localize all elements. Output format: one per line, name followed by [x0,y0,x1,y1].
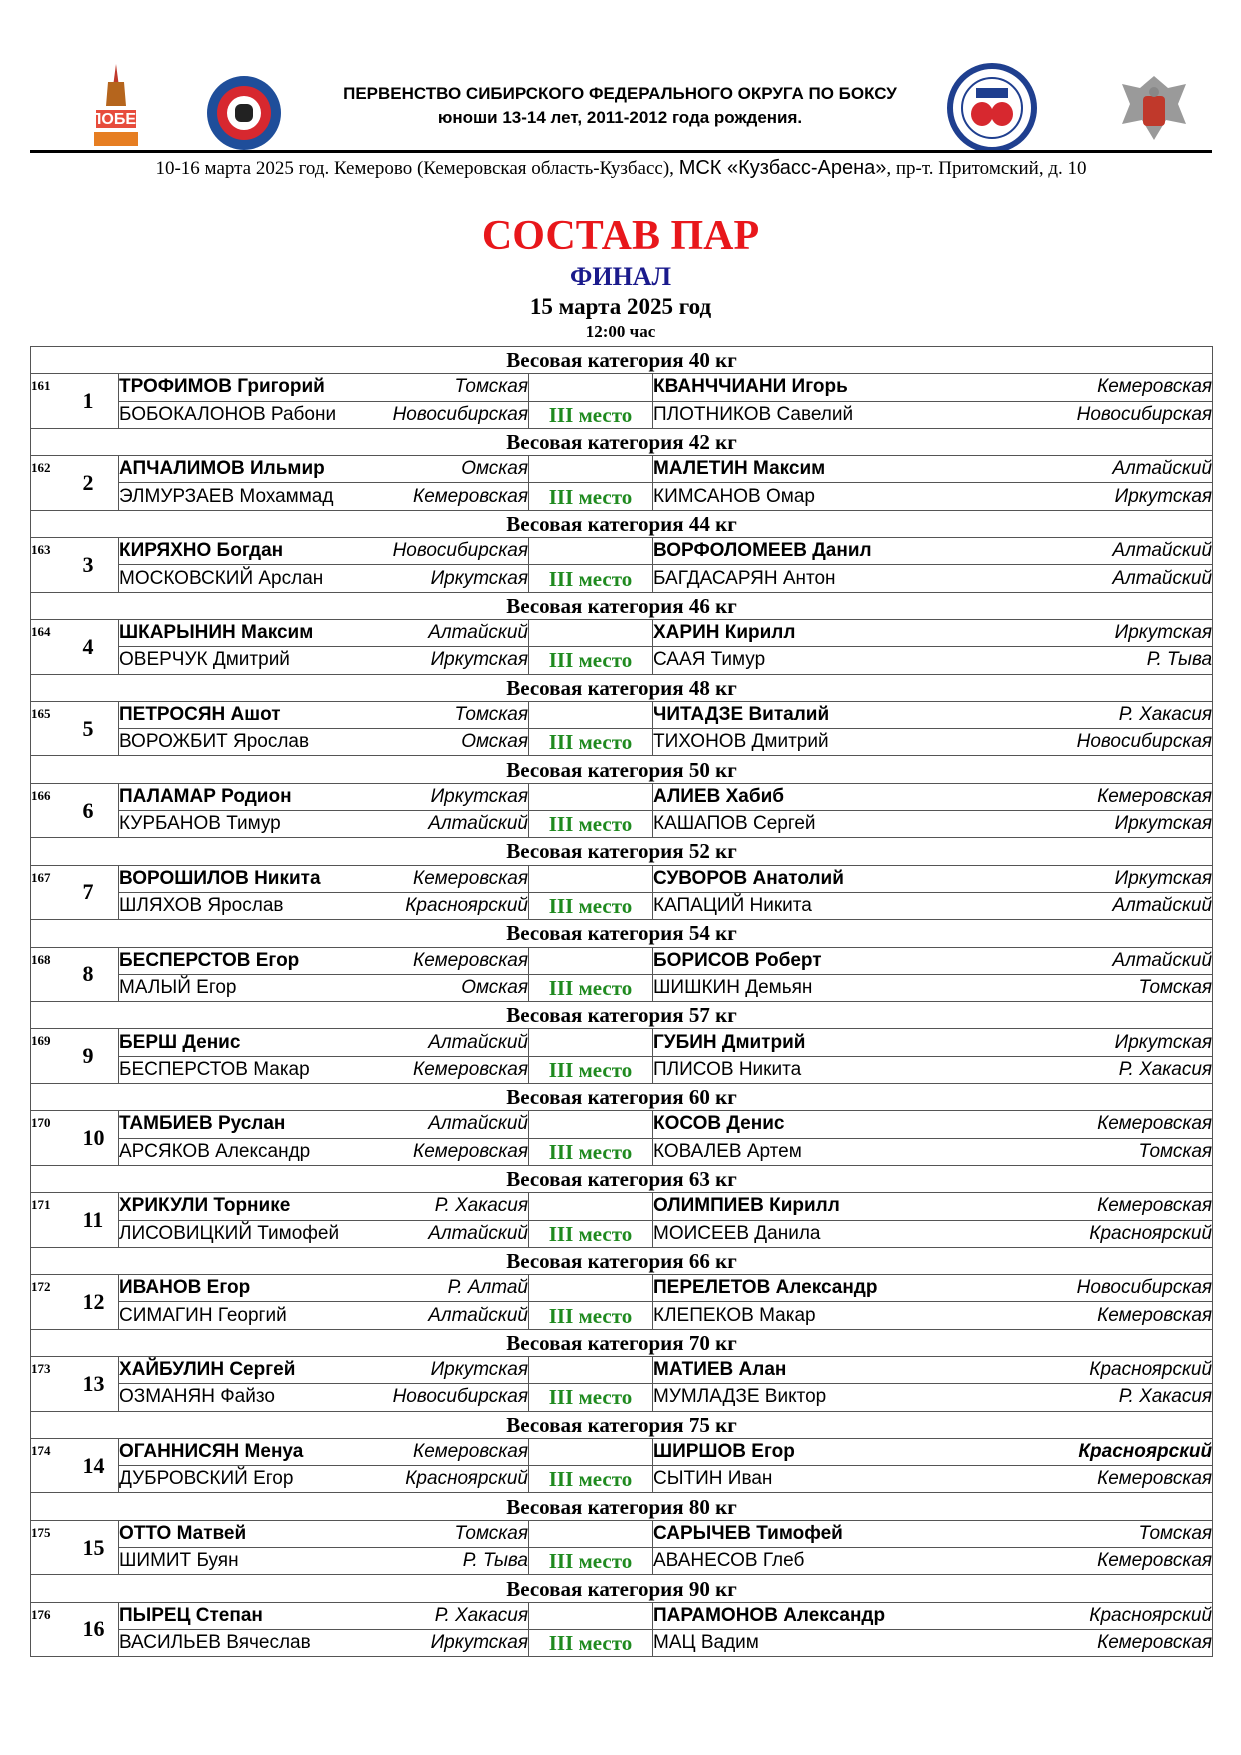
bout-number: 175 [31,1520,83,1575]
kuzbass-boxing-federation-logo [205,74,283,152]
document-title: СОСТАВ ПАР [481,213,760,259]
third-place-blue-name: ПЛОТНИКОВ Савелий [653,401,913,428]
final-bout-row [31,1029,1213,1056]
document-date: 15 марта 2025 год [529,294,712,319]
final-bout-row [31,947,1213,974]
third-place-blue-name: ТИХОНОВ Дмитрий [653,729,913,756]
third-place-label: III место [529,1629,653,1656]
red-corner-name: КИРЯХНО Богдан [119,538,389,565]
bout-center-cell [529,1029,653,1056]
third-place-red-name: ДУБРОВСКИЙ Егор [119,1466,389,1493]
third-place-row [31,1629,1213,1656]
third-place-row [31,729,1213,756]
bout-number: 167 [31,865,83,920]
blue-corner-region: Томская [913,1520,1213,1547]
event-dates-city: 10-16 марта 2025 год. Кемерово (Кемеровская область-Кузбасс), [155,158,679,179]
third-place-label: III место [529,1056,653,1083]
third-place-blue-region: Кемеровская [913,1629,1213,1656]
third-place-label: III место [529,811,653,838]
third-place-red-region: Иркутская [389,565,529,592]
pair-number: 5 [83,701,119,756]
red-corner-name: ТРОФИМОВ Григорий [119,374,389,401]
third-place-red-region: Омская [389,974,529,1001]
third-place-label: III место [529,1138,653,1165]
third-place-blue-name: МОИСЕЕВ Данила [653,1220,913,1247]
blue-corner-name: БОРИСОВ Роберт [653,947,913,974]
final-bout-row [31,374,1213,401]
red-corner-name: ИВАНОВ Егор [119,1275,389,1302]
blue-corner-name: МАЛЕТИН Максим [653,456,913,483]
third-place-blue-name: КАШАПОВ Сергей [653,811,913,838]
bout-center-cell [529,947,653,974]
blue-corner-region: Кемеровская [913,374,1213,401]
bout-center-cell [529,456,653,483]
bout-center-cell [529,1356,653,1383]
weight-category-row [31,756,1213,783]
blue-corner-region: Красноярский [913,1356,1213,1383]
blue-corner-name: САРЫЧЕВ Тимофей [653,1520,913,1547]
weight-category-label: Весовая категория 48 кг [31,674,1213,701]
weight-category-row [31,1575,1213,1602]
third-place-red-name: СИМАГИН Георгий [119,1302,389,1329]
red-corner-name: ШКАРЫНИН Максим [119,619,389,646]
bout-number: 162 [31,456,83,511]
third-place-blue-name: БАГДАСАРЯН Антон [653,565,913,592]
third-place-blue-name: КАПАЦИЙ Никита [653,892,913,919]
third-place-label: III место [529,647,653,674]
weight-category-label: Весовая категория 66 кг [31,1247,1213,1274]
pair-number: 6 [83,783,119,838]
pair-number: 15 [83,1520,119,1575]
blue-corner-name: МАТИЕВ Алан [653,1356,913,1383]
pair-number: 4 [83,619,119,674]
bout-center-cell [529,1193,653,1220]
header-divider [30,150,1212,153]
final-bout-row [31,1111,1213,1138]
third-place-row [31,1302,1213,1329]
weight-category-label: Весовая категория 90 кг [31,1575,1213,1602]
red-corner-region: Томская [389,1520,529,1547]
blue-corner-name: ОЛИМПИЕВ Кирилл [653,1193,913,1220]
weight-category-row [31,920,1213,947]
final-bout-row [31,865,1213,892]
bout-number: 164 [31,619,83,674]
weight-category-label: Весовая категория 80 кг [31,1493,1213,1520]
blue-corner-region: Кемеровская [913,783,1213,810]
third-place-blue-region: Р. Хакасия [913,1384,1213,1411]
weight-category-row [31,1247,1213,1274]
red-corner-region: Иркутская [389,1356,529,1383]
third-place-label: III место [529,729,653,756]
third-place-red-region: Кемеровская [389,1138,529,1165]
blue-corner-region: Иркутская [913,1029,1213,1056]
bout-number: 168 [31,947,83,1002]
bout-number: 176 [31,1602,83,1657]
third-place-red-name: ВОРОЖБИТ Ярослав [119,729,389,756]
third-place-row [31,647,1213,674]
third-place-row [31,565,1213,592]
third-place-label: III место [529,401,653,428]
bout-center-cell [529,1275,653,1302]
pair-number: 11 [83,1193,119,1248]
bout-center-cell [529,619,653,646]
third-place-blue-name: КЛЕПЕКОВ Макар [653,1302,913,1329]
third-place-red-region: Красноярский [389,1466,529,1493]
red-corner-region: Кемеровская [389,947,529,974]
event-title-line-2: юноши 13-14 лет, 2011-2012 года рождения. [437,108,803,127]
third-place-blue-region: Иркутская [913,811,1213,838]
red-corner-region: Кемеровская [389,1438,529,1465]
bout-center-cell [529,1602,653,1629]
blue-corner-name: СУВОРОВ Анатолий [653,865,913,892]
red-corner-region: Омская [389,456,529,483]
blue-corner-region: Алтайский [913,538,1213,565]
pair-number: 10 [83,1111,119,1166]
weight-category-row [31,838,1213,865]
red-corner-name: БЕСПЕРСТОВ Егор [119,947,389,974]
red-corner-region: Новосибирская [389,538,529,565]
weight-category-label: Весовая категория 70 кг [31,1329,1213,1356]
third-place-blue-region: Томская [913,974,1213,1001]
blue-corner-name: ГУБИН Дмитрий [653,1029,913,1056]
third-place-blue-name: МАЦ Вадим [653,1629,913,1656]
third-place-row [31,974,1213,1001]
third-place-label: III место [529,974,653,1001]
third-place-red-region: Новосибирская [389,401,529,428]
third-place-blue-region: Новосибирская [913,729,1213,756]
weight-category-label: Весовая категория 40 кг [31,347,1213,374]
third-place-label: III место [529,1220,653,1247]
weight-category-row [31,1329,1213,1356]
bout-center-cell [529,1520,653,1547]
bout-number: 166 [31,783,83,838]
third-place-red-name: БЕСПЕРСТОВ Макар [119,1056,389,1083]
bout-number: 161 [31,374,83,429]
third-place-row [31,1056,1213,1083]
red-corner-region: Иркутская [389,783,529,810]
third-place-blue-name: МУМЛАДЗЕ Виктор [653,1384,913,1411]
red-corner-name: ХРИКУЛИ Торнике [119,1193,389,1220]
bout-number: 163 [31,538,83,593]
blue-corner-region: Иркутская [913,865,1213,892]
third-place-red-name: МАЛЫЙ Егор [119,974,389,1001]
weight-category-row [31,428,1213,455]
weight-category-row [31,1084,1213,1111]
third-place-label: III место [529,1302,653,1329]
bout-number: 169 [31,1029,83,1084]
third-place-label: III место [529,1384,653,1411]
event-address: , пр-т. Притомский, д. 10 [886,158,1087,179]
third-place-label: III место [529,892,653,919]
blue-corner-region: Иркутская [913,619,1213,646]
third-place-red-region: Р. Тыва [389,1548,529,1575]
weight-category-label: Весовая категория 46 кг [31,592,1213,619]
russian-boxing-federation-logo [948,64,1036,152]
bout-center-cell [529,1111,653,1138]
red-corner-region: Р. Алтай [389,1275,529,1302]
third-place-red-region: Иркутская [389,647,529,674]
weight-category-row [31,1165,1213,1192]
event-venue: МСК «Кузбасс-Арена» [678,157,887,179]
final-bout-row [31,1275,1213,1302]
third-place-red-name: ШИМИТ Буян [119,1548,389,1575]
third-place-red-region: Новосибирская [389,1384,529,1411]
blue-corner-name: КОСОВ Денис [653,1111,913,1138]
third-place-red-name: АРСЯКОВ Александр [119,1138,389,1165]
third-place-label: III место [529,1466,653,1493]
blue-corner-name: ПЕРЕЛЕТОВ Александр [653,1275,913,1302]
final-bout-row [31,1193,1213,1220]
third-place-row [31,1548,1213,1575]
third-place-red-name: МОСКОВСКИЙ Арслан [119,565,389,592]
weight-category-row [31,592,1213,619]
blue-corner-name: ЧИТАДЗЕ Виталий [653,701,913,728]
third-place-red-region: Омская [389,729,529,756]
ministry-of-sport-emblem [1116,70,1192,154]
third-place-row [31,1466,1213,1493]
document-time: 12:00 час [585,322,656,341]
third-place-row [31,483,1213,510]
blue-corner-region: Алтайский [913,456,1213,483]
weight-category-label: Весовая категория 57 кг [31,1002,1213,1029]
third-place-red-name: ЭЛМУРЗАЕВ Мохаммад [119,483,389,510]
third-place-red-name: КУРБАНОВ Тимур [119,811,389,838]
final-bout-row [31,783,1213,810]
weight-category-row [31,674,1213,701]
bout-number: 171 [31,1193,83,1248]
third-place-label: III место [529,1548,653,1575]
document-stage: ФИНАЛ [570,262,671,291]
red-corner-name: ХАЙБУЛИН Сергей [119,1356,389,1383]
third-place-red-name: ОВЕРЧУК Дмитрий [119,647,389,674]
third-place-row [31,811,1213,838]
red-corner-region: Р. Хакасия [389,1193,529,1220]
blue-corner-region: Кемеровская [913,1193,1213,1220]
weight-category-label: Весовая категория 54 кг [31,920,1213,947]
third-place-red-name: БОБОКАЛОНОВ Рабони [119,401,389,428]
third-place-red-region: Кемеровская [389,1056,529,1083]
third-place-red-region: Кемеровская [389,483,529,510]
bout-center-cell [529,1438,653,1465]
weight-category-row [31,510,1213,537]
blue-corner-region: Красноярский [913,1438,1213,1465]
svg-text:80 ПОБЕДА!: 80 ПОБЕДА! [67,111,165,128]
third-place-row [31,1384,1213,1411]
weight-category-row [31,1002,1213,1029]
weight-category-label: Весовая категория 44 кг [31,510,1213,537]
third-place-blue-name: КОВАЛЕВ Артем [653,1138,913,1165]
third-place-blue-region: Р. Тыва [913,647,1213,674]
third-place-blue-region: Кемеровская [913,1466,1213,1493]
third-place-red-region: Иркутская [389,1629,529,1656]
bouts-table [30,346,1213,1657]
final-bout-row [31,1520,1213,1547]
pair-number: 2 [83,456,119,511]
victory-80-logo [67,62,165,152]
final-bout-row [31,456,1213,483]
weight-category-label: Весовая категория 42 кг [31,428,1213,455]
third-place-blue-name: АВАНЕСОВ Глеб [653,1548,913,1575]
bout-number: 174 [31,1438,83,1493]
third-place-row [31,892,1213,919]
third-place-blue-region: Томская [913,1138,1213,1165]
third-place-blue-region: Красноярский [913,1220,1213,1247]
third-place-red-region: Алтайский [389,1220,529,1247]
blue-corner-region: Алтайский [913,947,1213,974]
third-place-blue-region: Кемеровская [913,1302,1213,1329]
blue-corner-name: ШИРШОВ Егор [653,1438,913,1465]
third-place-red-name: ОЗМАНЯН Файзо [119,1384,389,1411]
pair-number: 3 [83,538,119,593]
third-place-blue-name: СААЯ Тимур [653,647,913,674]
final-bout-row [31,619,1213,646]
third-place-red-name: ШЛЯХОВ Ярослав [119,892,389,919]
final-bout-row [31,1356,1213,1383]
third-place-row [31,1138,1213,1165]
third-place-row [31,401,1213,428]
third-place-red-region: Алтайский [389,1302,529,1329]
red-corner-name: ТАМБИЕВ Руслан [119,1111,389,1138]
red-corner-name: ПЕТРОСЯН Ашот [119,701,389,728]
bout-center-cell [529,701,653,728]
pair-number: 16 [83,1602,119,1657]
document-header [30,52,1212,152]
third-place-blue-region: Кемеровская [913,1548,1213,1575]
final-bout-row [31,1438,1213,1465]
red-corner-region: Томская [389,701,529,728]
red-corner-name: ОГАННИСЯН Менуа [119,1438,389,1465]
red-corner-name: ОТТО Матвей [119,1520,389,1547]
weight-category-label: Весовая категория 52 кг [31,838,1213,865]
pair-number: 14 [83,1438,119,1493]
blue-corner-region: Р. Хакасия [913,701,1213,728]
weight-category-row [31,1493,1213,1520]
red-corner-name: ПАЛАМАР Родион [119,783,389,810]
event-title [330,82,910,130]
weight-category-label: Весовая категория 50 кг [31,756,1213,783]
bout-number: 165 [31,701,83,756]
blue-corner-region: Кемеровская [913,1111,1213,1138]
blue-corner-name: АЛИЕВ Хабиб [653,783,913,810]
red-corner-region: Алтайский [389,1111,529,1138]
third-place-red-name: ЛИСОВИЦКИЙ Тимофей [119,1220,389,1247]
blue-corner-name: ПАРАМОНОВ Александр [653,1602,913,1629]
final-bout-row [31,1602,1213,1629]
third-place-blue-region: Новосибирская [913,401,1213,428]
third-place-blue-name: ШИШКИН Демьян [653,974,913,1001]
blue-corner-name: ВОРФОЛОМЕЕВ Данил [653,538,913,565]
final-bout-row [31,701,1213,728]
weight-category-label: Весовая категория 75 кг [31,1411,1213,1438]
weight-category-row [31,1411,1213,1438]
pair-number: 13 [83,1356,119,1411]
red-corner-name: АПЧАЛИМОВ Ильмир [119,456,389,483]
red-corner-region: Р. Хакасия [389,1602,529,1629]
bout-center-cell [529,538,653,565]
weight-category-label: Весовая категория 60 кг [31,1084,1213,1111]
red-corner-name: ПЫРЕЦ Степан [119,1602,389,1629]
red-corner-name: БЕРШ Денис [119,1029,389,1056]
pair-number: 8 [83,947,119,1002]
blue-corner-region: Новосибирская [913,1275,1213,1302]
third-place-blue-name: КИМСАНОВ Омар [653,483,913,510]
event-location-line [30,157,1212,180]
event-title-line-1: ПЕРВЕНСТВО СИБИРСКОГО ФЕДЕРАЛЬНОГО ОКРУГА ПО БОКСУ [343,84,897,103]
final-bout-row [31,538,1213,565]
third-place-blue-region: Алтайский [913,892,1213,919]
third-place-label: III место [529,483,653,510]
blue-corner-name: ХАРИН Кирилл [653,619,913,646]
red-corner-region: Томская [389,374,529,401]
bout-center-cell [529,374,653,401]
red-corner-name: ВОРОШИЛОВ Никита [119,865,389,892]
third-place-red-name: ВАСИЛЬЕВ Вячеслав [119,1629,389,1656]
weight-category-label: Весовая категория 63 кг [31,1165,1213,1192]
bout-number: 170 [31,1111,83,1166]
bout-center-cell [529,783,653,810]
pair-number: 1 [83,374,119,429]
bout-number: 173 [31,1356,83,1411]
pair-number: 7 [83,865,119,920]
red-corner-region: Кемеровская [389,865,529,892]
third-place-blue-region: Алтайский [913,565,1213,592]
blue-corner-region: Красноярский [913,1602,1213,1629]
third-place-row [31,1220,1213,1247]
third-place-label: III место [529,565,653,592]
third-place-blue-region: Р. Хакасия [913,1056,1213,1083]
bout-number: 172 [31,1275,83,1330]
blue-corner-name: КВАНЧЧИАНИ Игорь [653,374,913,401]
pair-number: 9 [83,1029,119,1084]
pair-number: 12 [83,1275,119,1330]
third-place-red-region: Красноярский [389,892,529,919]
bout-center-cell [529,865,653,892]
third-place-blue-name: ПЛИСОВ Никита [653,1056,913,1083]
red-corner-region: Алтайский [389,619,529,646]
third-place-blue-name: СЫТИН Иван [653,1466,913,1493]
weight-category-row [31,347,1213,374]
red-corner-region: Алтайский [389,1029,529,1056]
third-place-blue-region: Иркутская [913,483,1213,510]
third-place-red-region: Алтайский [389,811,529,838]
